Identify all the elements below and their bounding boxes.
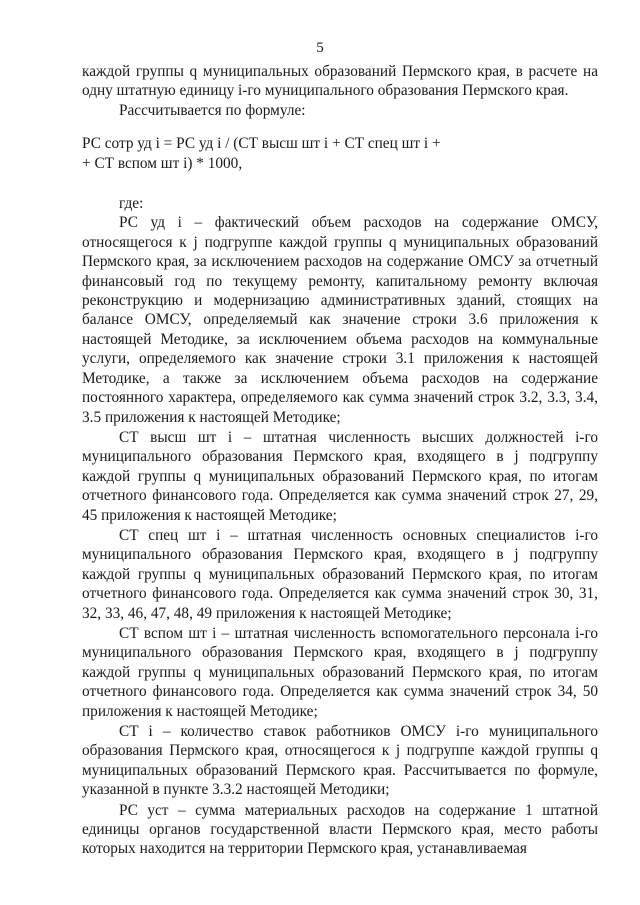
definition-paragraph: РС уст – сумма материальных расходов на содержание 1 штатной единицы органов государственной власти Пермского края, место работы которых находится на территории Пермского края, устанавливаемая (82, 801, 598, 858)
intro-paragraph: каждой группы q муниципальных образований Пермского края, в расчете на одну штатную единицу i-го муниципального образования Пермского края. (82, 63, 598, 100)
formula-line-2: + СТ вспом шт i) * 1000, (82, 154, 243, 172)
definition-paragraph: СТ спец шт i – штатная численность основных специалистов i-го муниципального образования Пермского края, входящего в j подгруппу каждой группы q муниципальных образований Пермского края, по итогам отчетного финансового года. Определяется как сумма значений строк 30, 31, 32, 33, 46, 47, 48, 49 приложения к настоящей Методике; (82, 526, 598, 622)
document-body (82, 62, 598, 859)
where-label: где: (119, 195, 144, 213)
formula-line-1: РС сотр уд i = РС уд i / (СТ высш шт i + СТ спец шт i + (82, 135, 441, 153)
formula-intro: Рассчитывается по формуле: (119, 101, 306, 119)
page-number: 5 (316, 40, 324, 56)
definition-paragraph: СТ вспом шт i – штатная численность вспомогательного персонала i-го муниципального образования Пермского края, входящего в j подгруппу каждой группы q муниципальных образований Пермского края, по итогам отчетного финансового года. Определяется как сумма значений строк 34, 50 приложения к настоящей Методике; (82, 624, 598, 720)
definition-paragraph: СТ i – количество ставок работников ОМСУ i-го муниципального образования Пермского края, относящегося к j подгруппе каждой группы q муниципальных образований Пермского края. Рассчитывается по формуле, указанной в пункте 3.3.2 настоящей Методики; (82, 723, 598, 799)
definition-paragraph: РС уд i – фактический объем расходов на содержание ОМСУ, относящегося к j подгруппе каждой группы q муниципальных образований Пермского края, за исключением расходов на содержание ОМСУ за отчетный финансовый год по текущему ремонту, капитальному ремонту включая реконструкцию и модернизацию административных зданий, стоящих на балансе ОМСУ, определяемый как значение строки 3.6 приложения к настоящей Методике, за исключением объема расходов на коммунальные услуги, определяемого как значение строки 3.1 приложения к настоящей Методике, а также за исключением объема расходов на содержание постоянного характера, определяемого как сумма значений строк 3.2, 3.3, 3.4, 3.5 приложения к настоящей Методике; (82, 214, 598, 426)
definition-paragraph: СТ высш шт i – штатная численность высших должностей i-го муниципального образования Пермского края, входящего в j подгруппу каждой группы q муниципальных образований Пермского края, по итогам отчетного финансового года. Определяется как сумма значений строк 27, 29, 45 приложения к настоящей Методике; (82, 428, 598, 524)
